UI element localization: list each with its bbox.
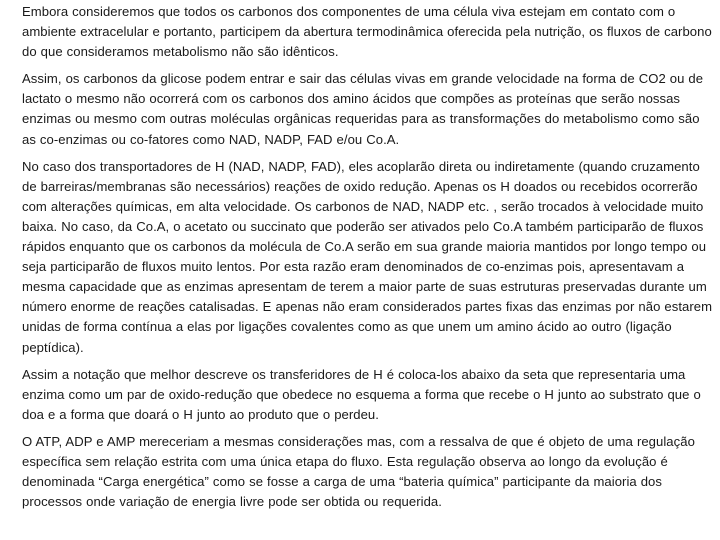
paragraph-carbon-fluxes: Embora consideremos que todos os carbonos dos componentes de uma célula viva estejam em contato com o ambiente extracelular e portanto, participem da abertura termodinâmica oferecida pela nutrição, os fluxos de carbono do que consideramos metabolismo não são idênticos. bbox=[22, 4, 712, 60]
paragraph-hydrogen-transporters: No caso dos transportadores de H (NAD, NADP, FAD), eles acoplarão direta ou indiretamente (quando cruzamento de barreiras/membranas são necessários) reações de oxido redução. Apenas os H doados ou recebidos ocorrerão com alterações químicas, em alta velocidade. Os carbonos de NAD, NADP etc. , serão trocados à velocidade muito baixa. No caso, da Co.A, o acetato ou succinato que poderão ser ativados pelo Co.A também participarão de fluxos rápidos enquanto que os carbonos da molécula de Co.A serão em sua grande maioria mantidos por longo tempo ou seja participarão de fluxos muito lentos. Por esta razão eram denominados de co-enzimas pois, apresentavam a mesma capacidade que as enzimas apresentam de terem a maior parte de suas estruturas preservadas durante um número enorme de reações catalisadas. E apenas não eram considerados partes fixas das enzimas por não estarem unidas de forma contínua a elas por ligações covalentes como as que unem um amino ácido ao outro (ligação peptídica). bbox=[22, 158, 713, 355]
paragraph-atp-regulation: O ATP, ADP e AMP mereceriam a mesmas considerações mas, com a ressalva de que é objeto de uma regulação específica sem relação estrita com uma única etapa do fluxo. Esta regulação observa ao longo da evolução é denominada “Carga energética” como se fosse a carga de uma “bateria química” participante da maioria dos processos onde variação de energia livre pode ser obtida ou requerida. bbox=[22, 433, 695, 510]
paragraph-notation: Assim a notação que melhor descreve os transferidores de H é coloca-los abaixo da seta que representaria uma enzima como um par de oxido-redução que obedece no esquema a forma que recebe o H junto ao substrato que o doa e a forma que doará o H junto ao produto que o perdeu. bbox=[22, 366, 701, 422]
paragraph-glucose-carbons: Assim, os carbonos da glicose podem entrar e sair das células vivas em grande velocidade na forma de CO2 ou de lactato o mesmo não ocorrerá com os carbonos dos amino ácidos que compões as proteínas que serão nossas enzimas ou mesmo com outras moléculas orgânicas requeridas para as transformações do metabolismo como são as co-enzimas ou co-fatores como NAD, NADP, FAD e/ou Co.A. bbox=[22, 71, 704, 147]
